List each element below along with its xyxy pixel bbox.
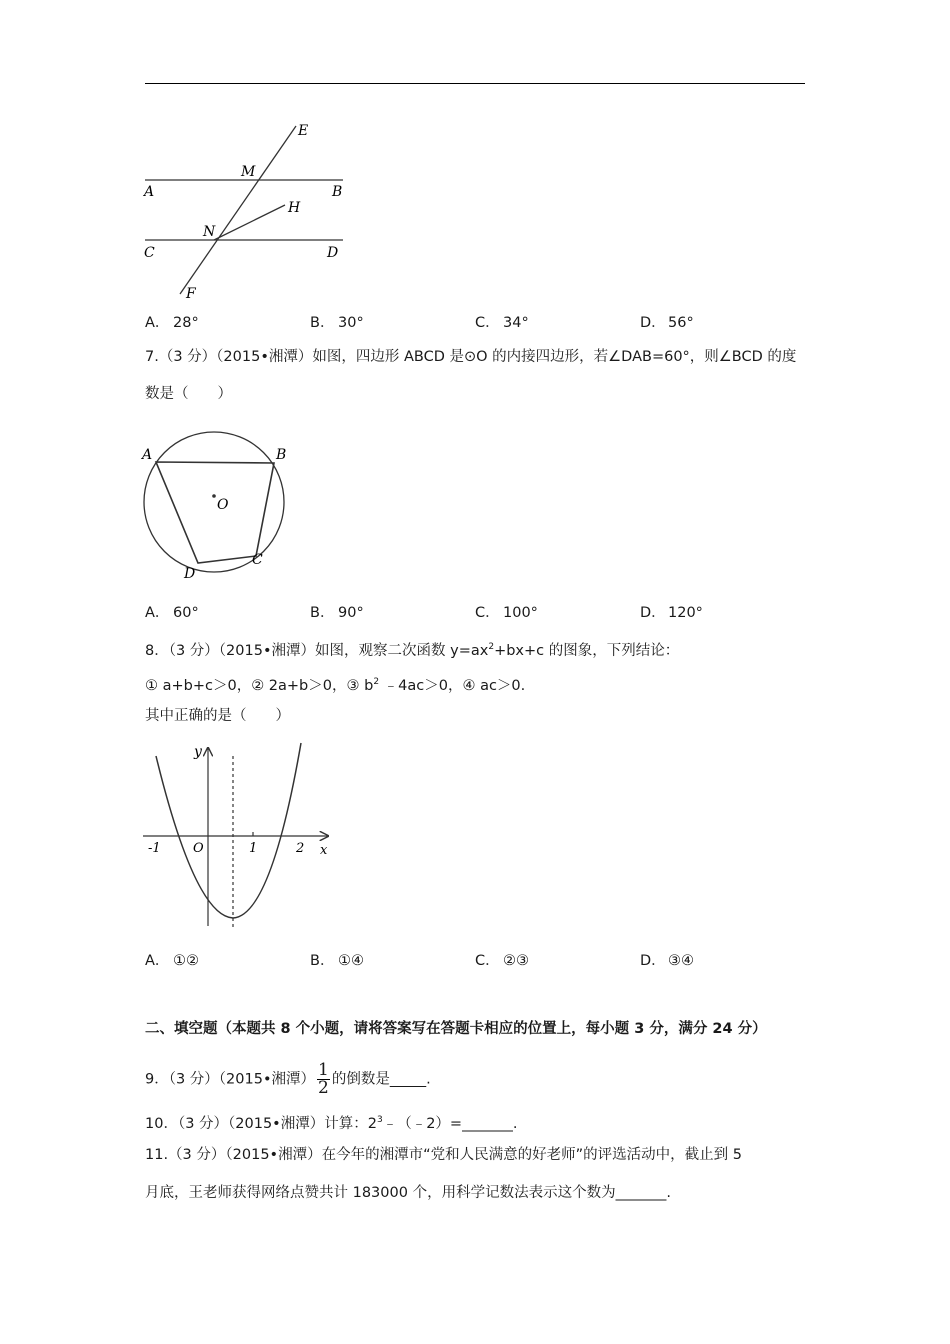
circle-o	[144, 432, 287, 572]
q7-choice-b[interactable]: B． 90°	[310, 605, 364, 621]
label-d: D	[327, 245, 339, 261]
q6-choice-a[interactable]: A． 28°	[145, 315, 199, 331]
q11-stem-line2: 月底，王老师获得网络点赞共计 183000 个，用科学记数法表示这个数为_______.	[145, 1185, 671, 1201]
q8-stem-line2: ① a+b+c＞0，② 2a+b＞0，③ $b^2$ ﹣4ac＞0，④ ac＞0.	[145, 677, 526, 694]
label-m: M	[241, 164, 256, 180]
label-h: H	[288, 200, 301, 216]
q8-choice-d[interactable]: D． ③④	[640, 953, 694, 969]
q8-choices	[145, 949, 805, 969]
label-c: C	[252, 552, 263, 568]
q8-choice-c[interactable]: C． ②③	[475, 953, 529, 969]
header-rule	[145, 83, 805, 84]
label-f: F	[186, 286, 196, 302]
label-origin: O	[193, 841, 204, 856]
q9-stem: 9．（3 分）（2015•湘潭） $\frac{1}{2}$ 的倒数是_____.	[145, 1060, 431, 1098]
q7-stem-line1: 7.（3 分）（2015•湘潭）如图，四边形 ABCD 是⊙O 的内接四边形，若∠DAB=60°，则∠BCD 的度	[145, 349, 797, 365]
q8-stem-line3: 其中正确的是（ ）	[145, 708, 290, 724]
label-d: D	[184, 566, 196, 582]
label-1: 1	[249, 841, 258, 856]
q7-choice-a[interactable]: A． 60°	[145, 605, 199, 621]
parallel-lines-diagram	[140, 118, 355, 303]
q6-choice-c[interactable]: C． 34°	[475, 315, 529, 331]
label-o: O	[217, 497, 229, 513]
label-c: C	[144, 245, 155, 261]
label-b: B	[332, 184, 343, 200]
q7-stem-line2: 数是（ ）	[145, 386, 232, 402]
center-point-o	[212, 494, 216, 498]
q8-stem-line1: 8．（3 分）（2015•湘潭）如图，观察二次函数 $y=ax^2+bx+c$ 的图象，下列结论：	[145, 642, 680, 659]
q7-choice-d[interactable]: D． 120°	[640, 605, 703, 621]
line-ef	[180, 126, 296, 294]
figure-inscribed-quadrilateral	[138, 420, 293, 589]
label-a: A	[144, 184, 155, 200]
label-x: x	[320, 843, 328, 858]
figure-parabola	[138, 738, 338, 934]
label-minus-1: -1	[148, 841, 161, 856]
q8-choice-a[interactable]: A． ①②	[145, 953, 199, 969]
label-a: A	[142, 447, 153, 463]
q8-choice-b[interactable]: B． ①④	[310, 953, 364, 969]
label-b: B	[276, 447, 287, 463]
parabola-graph	[138, 738, 338, 930]
circle-quadrilateral-diagram	[138, 420, 293, 585]
ray-nh	[214, 205, 285, 240]
fraction-one-half: $\frac{1}{2}$	[318, 1060, 329, 1098]
q7-choices	[145, 601, 805, 621]
label-y: y	[194, 744, 202, 760]
q6-choices	[145, 311, 805, 331]
quadrilateral-abcd	[156, 462, 274, 563]
figure-parallel-lines	[140, 118, 355, 307]
section-2-heading: 二、填空题（本题共 8 个小题，请将答案写在答题卡相应的位置上，每小题 3 分，满分 24 分）	[145, 1021, 767, 1037]
label-e: E	[298, 123, 309, 139]
q10-stem: 10．（3 分）（2015•湘潭）计算：$2^3﹣(﹣2)=\_\_\_\_\_\_\_$.	[145, 1115, 518, 1132]
label-2: 2	[296, 841, 305, 856]
label-n: N	[203, 224, 216, 240]
q11-stem-line1: 11.（3 分）（2015•湘潭）在今年的湘潭市“党和人民满意的好老师”的评选活动中，截止到 5	[145, 1147, 742, 1163]
q6-choice-b[interactable]: B． 30°	[310, 315, 364, 331]
parabola-curve	[156, 743, 301, 918]
q7-choice-c[interactable]: C． 100°	[475, 605, 538, 621]
q6-choice-d[interactable]: D． 56°	[640, 315, 694, 331]
